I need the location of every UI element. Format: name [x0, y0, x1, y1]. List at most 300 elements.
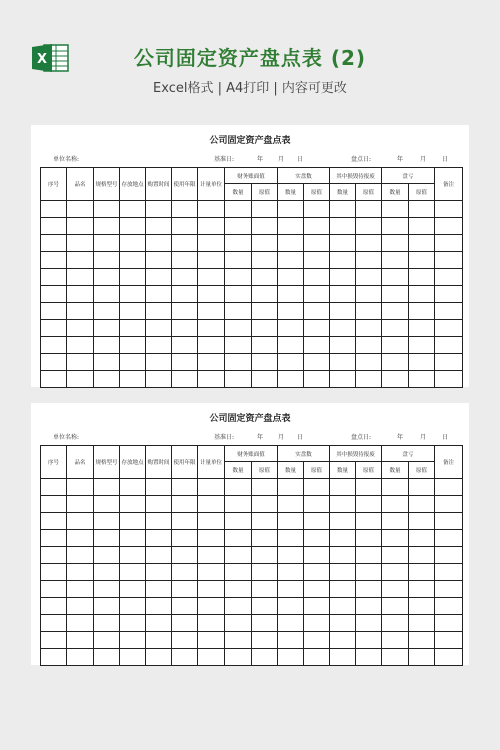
table-cell — [67, 564, 94, 581]
table-cell — [356, 371, 382, 388]
table-cell — [409, 337, 435, 354]
table-cell — [67, 320, 94, 337]
base-year: 年 — [257, 434, 264, 441]
table-cell — [41, 286, 67, 303]
table-cell — [435, 547, 463, 564]
table-cell — [94, 371, 120, 388]
table-cell — [382, 252, 409, 269]
table-cell — [356, 479, 382, 496]
table-cell — [120, 598, 146, 615]
sheet-title: 公司固定资产盘点表 — [209, 414, 291, 424]
table-cell — [225, 649, 252, 666]
table-cell — [225, 269, 252, 286]
table-cell — [225, 354, 252, 371]
table-cell — [198, 303, 225, 320]
page-subtitle: Excel格式 | A4打印 | 内容可更改 — [153, 81, 347, 96]
table-cell — [382, 598, 409, 615]
table-cell — [67, 354, 94, 371]
count-date-label: 盘点日: — [351, 434, 372, 441]
unit-name-label: 单位名称: — [53, 434, 80, 441]
col-actual: 实盘数 — [278, 168, 330, 184]
table-cell — [146, 530, 172, 547]
table-cell — [225, 530, 252, 547]
table-cell — [146, 479, 172, 496]
table-cell — [172, 286, 198, 303]
table-cell — [435, 598, 463, 615]
table-cell — [435, 581, 463, 598]
table-cell — [225, 201, 252, 218]
table-row — [41, 547, 463, 564]
table-cell — [67, 235, 94, 252]
col-remark: 备注 — [435, 446, 463, 479]
table-cell — [278, 201, 304, 218]
table-cell — [409, 354, 435, 371]
table-cell — [435, 286, 463, 303]
table-cell — [172, 218, 198, 235]
table-cell — [41, 252, 67, 269]
table-cell — [67, 513, 94, 530]
table-cell — [120, 496, 146, 513]
table-cell — [252, 547, 278, 564]
table-cell — [330, 303, 356, 320]
table-cell — [304, 218, 330, 235]
table-row — [41, 598, 463, 615]
table-cell — [94, 252, 120, 269]
table-cell — [225, 252, 252, 269]
table-cell — [225, 632, 252, 649]
table-cell — [356, 581, 382, 598]
col-remark: 备注 — [435, 168, 463, 201]
table-cell — [252, 252, 278, 269]
col-location: 存放地点 — [120, 168, 146, 201]
count-year: 年 — [397, 434, 404, 441]
table-cell — [146, 649, 172, 666]
table-cell — [172, 371, 198, 388]
table-cell — [198, 479, 225, 496]
table-cell — [225, 615, 252, 632]
table-cell — [435, 303, 463, 320]
table-cell — [172, 581, 198, 598]
table-cell — [94, 354, 120, 371]
table-cell — [225, 286, 252, 303]
table-cell — [330, 201, 356, 218]
table-cell — [304, 303, 330, 320]
table-cell — [304, 530, 330, 547]
table-cell — [252, 303, 278, 320]
table-cell — [146, 235, 172, 252]
col-orig-value: 原值 — [304, 184, 330, 201]
table-row — [41, 269, 463, 286]
table-cell — [198, 252, 225, 269]
table-cell — [304, 581, 330, 598]
table-cell — [382, 547, 409, 564]
table-cell — [120, 252, 146, 269]
table-cell — [330, 252, 356, 269]
col-qty: 数量 — [382, 184, 409, 201]
table-cell — [198, 286, 225, 303]
col-orig-value: 原值 — [252, 184, 278, 201]
table-cell — [120, 479, 146, 496]
table-cell — [382, 201, 409, 218]
table-cell — [330, 547, 356, 564]
table-row — [41, 303, 463, 320]
table-cell — [330, 598, 356, 615]
sheet-preview-2 — [31, 403, 469, 665]
table-cell — [278, 269, 304, 286]
table-cell — [409, 235, 435, 252]
table-cell — [356, 632, 382, 649]
table-cell — [278, 581, 304, 598]
table-cell — [67, 598, 94, 615]
table-cell — [409, 269, 435, 286]
table-cell — [94, 632, 120, 649]
table-cell — [252, 201, 278, 218]
unit-name-label: 单位名称: — [53, 156, 80, 163]
table-cell — [356, 513, 382, 530]
col-qty: 数量 — [225, 184, 252, 201]
table-cell — [41, 371, 67, 388]
table-cell — [435, 513, 463, 530]
table-cell — [120, 530, 146, 547]
table-cell — [356, 547, 382, 564]
table-cell — [41, 513, 67, 530]
col-orig-value: 原值 — [356, 462, 382, 479]
table-cell — [172, 303, 198, 320]
table-cell — [330, 286, 356, 303]
table-cell — [252, 269, 278, 286]
table-cell — [435, 252, 463, 269]
table-cell — [278, 496, 304, 513]
table-cell — [172, 201, 198, 218]
table-cell — [330, 581, 356, 598]
table-cell — [252, 632, 278, 649]
table-cell — [356, 320, 382, 337]
table-cell — [409, 615, 435, 632]
table-cell — [172, 547, 198, 564]
table-cell — [409, 547, 435, 564]
table-cell — [252, 320, 278, 337]
table-cell — [330, 269, 356, 286]
table-cell — [172, 354, 198, 371]
table-cell — [41, 581, 67, 598]
table-cell — [120, 371, 146, 388]
count-day: 日 — [442, 434, 449, 441]
col-orig-value: 原值 — [304, 462, 330, 479]
table-cell — [278, 354, 304, 371]
table-cell — [198, 354, 225, 371]
col-orig-value: 原值 — [252, 462, 278, 479]
table-cell — [94, 218, 120, 235]
table-cell — [252, 354, 278, 371]
table-cell — [304, 354, 330, 371]
table-cell — [435, 530, 463, 547]
table-cell — [67, 615, 94, 632]
table-cell — [252, 615, 278, 632]
table-cell — [94, 479, 120, 496]
table-cell — [225, 337, 252, 354]
table-cell — [330, 354, 356, 371]
table-cell — [120, 320, 146, 337]
table-cell — [278, 286, 304, 303]
table-cell — [278, 303, 304, 320]
table-cell — [278, 371, 304, 388]
count-year: 年 — [397, 156, 404, 163]
table-cell — [172, 649, 198, 666]
table-cell — [67, 286, 94, 303]
table-cell — [304, 513, 330, 530]
table-cell — [304, 632, 330, 649]
col-name: 品名 — [67, 168, 94, 201]
col-damaged: 其中损毁待报废 — [330, 168, 382, 184]
col-book-value: 财务账面值 — [225, 168, 278, 184]
table-cell — [252, 479, 278, 496]
table-cell — [146, 286, 172, 303]
table-cell — [225, 371, 252, 388]
table-cell — [409, 530, 435, 547]
table-row — [41, 581, 463, 598]
col-orig-value: 原值 — [409, 184, 435, 201]
table-cell — [225, 581, 252, 598]
table-cell — [146, 496, 172, 513]
table-cell — [252, 564, 278, 581]
table-cell — [198, 564, 225, 581]
table-cell — [120, 649, 146, 666]
table-cell — [382, 218, 409, 235]
table-cell — [198, 235, 225, 252]
table-cell — [382, 235, 409, 252]
table-cell — [409, 479, 435, 496]
table-row — [41, 632, 463, 649]
table-cell — [382, 479, 409, 496]
col-purchase-date: 购置时间 — [146, 446, 172, 479]
table-cell — [435, 632, 463, 649]
table-cell — [146, 564, 172, 581]
table-cell — [435, 615, 463, 632]
table-cell — [382, 354, 409, 371]
col-useful-life: 使用年限 — [172, 446, 198, 479]
table-cell — [198, 496, 225, 513]
base-month: 月 — [278, 156, 285, 163]
col-orig-value: 原值 — [356, 184, 382, 201]
table-cell — [198, 218, 225, 235]
table-cell — [198, 632, 225, 649]
table-cell — [304, 479, 330, 496]
table-cell — [41, 337, 67, 354]
table-cell — [41, 354, 67, 371]
col-loss: 盘亏 — [382, 168, 435, 184]
table-cell — [172, 513, 198, 530]
table-cell — [172, 530, 198, 547]
table-cell — [120, 218, 146, 235]
table-cell — [278, 218, 304, 235]
table-cell — [94, 201, 120, 218]
table-cell — [41, 632, 67, 649]
table-cell — [435, 564, 463, 581]
table-cell — [41, 269, 67, 286]
col-qty: 数量 — [278, 184, 304, 201]
table-cell — [94, 286, 120, 303]
table-cell — [67, 269, 94, 286]
excel-logo-letter: X — [36, 52, 48, 67]
table-cell — [435, 337, 463, 354]
table-cell — [41, 615, 67, 632]
table-cell — [435, 371, 463, 388]
table-cell — [304, 252, 330, 269]
table-cell — [252, 286, 278, 303]
table-cell — [120, 269, 146, 286]
table-cell — [146, 252, 172, 269]
table-cell — [409, 649, 435, 666]
table-cell — [146, 632, 172, 649]
table-cell — [304, 320, 330, 337]
table-cell — [409, 513, 435, 530]
table-cell — [67, 371, 94, 388]
table-cell — [41, 649, 67, 666]
table-cell — [356, 496, 382, 513]
sheet-title: 公司固定资产盘点表 — [209, 136, 291, 146]
table-cell — [330, 218, 356, 235]
table-cell — [146, 547, 172, 564]
table-cell — [41, 201, 67, 218]
table-cell — [356, 286, 382, 303]
table-cell — [94, 320, 120, 337]
table-cell — [356, 649, 382, 666]
table-cell — [41, 564, 67, 581]
table-cell — [67, 632, 94, 649]
table-cell — [409, 496, 435, 513]
table-cell — [304, 286, 330, 303]
table-row — [41, 218, 463, 235]
page-title: 公司固定资产盘点表 (2) — [133, 46, 367, 70]
col-qty: 数量 — [278, 462, 304, 479]
table-cell — [409, 286, 435, 303]
table-cell — [356, 303, 382, 320]
table-row — [41, 354, 463, 371]
table-cell — [146, 513, 172, 530]
table-cell — [94, 513, 120, 530]
table-cell — [278, 320, 304, 337]
col-seq: 序号 — [41, 168, 67, 201]
table-cell — [67, 201, 94, 218]
table-cell — [41, 320, 67, 337]
table-cell — [146, 269, 172, 286]
table-cell — [172, 337, 198, 354]
table-row — [41, 564, 463, 581]
table-cell — [382, 564, 409, 581]
table-cell — [356, 530, 382, 547]
table-cell — [356, 218, 382, 235]
col-model: 规格型号 — [94, 168, 120, 201]
table-cell — [382, 269, 409, 286]
count-day: 日 — [442, 156, 449, 163]
table-cell — [330, 649, 356, 666]
table-cell — [304, 269, 330, 286]
table-cell — [435, 218, 463, 235]
table-cell — [409, 632, 435, 649]
table-row — [41, 252, 463, 269]
table-cell — [278, 479, 304, 496]
table-row — [41, 615, 463, 632]
col-qty: 数量 — [330, 184, 356, 201]
table-row — [41, 649, 463, 666]
table-cell — [435, 479, 463, 496]
table-cell — [146, 337, 172, 354]
table-cell — [94, 303, 120, 320]
table-row — [41, 371, 463, 388]
table-cell — [409, 218, 435, 235]
table-cell — [435, 320, 463, 337]
table-cell — [198, 581, 225, 598]
table-cell — [94, 598, 120, 615]
count-month: 月 — [420, 434, 427, 441]
table-cell — [382, 649, 409, 666]
table-cell — [41, 479, 67, 496]
table-cell — [304, 371, 330, 388]
table-cell — [120, 615, 146, 632]
table-cell — [356, 615, 382, 632]
table-cell — [278, 252, 304, 269]
table-row — [41, 286, 463, 303]
table-row — [41, 479, 463, 496]
table-cell — [225, 303, 252, 320]
table-cell — [41, 598, 67, 615]
table-cell — [94, 581, 120, 598]
table-cell — [94, 564, 120, 581]
table-cell — [252, 513, 278, 530]
table-cell — [67, 581, 94, 598]
table-cell — [278, 632, 304, 649]
table-cell — [252, 371, 278, 388]
table-cell — [172, 235, 198, 252]
table-cell — [356, 201, 382, 218]
col-loss: 盘亏 — [382, 446, 435, 462]
base-date-label: 基准日: — [214, 156, 235, 163]
table-row — [41, 337, 463, 354]
table-cell — [304, 564, 330, 581]
table-cell — [252, 581, 278, 598]
table-row — [41, 201, 463, 218]
table-cell — [382, 496, 409, 513]
base-day: 日 — [297, 156, 304, 163]
col-book-value: 财务账面值 — [225, 446, 278, 462]
table-cell — [172, 252, 198, 269]
col-useful-life: 使用年限 — [172, 168, 198, 201]
table-cell — [67, 303, 94, 320]
table-cell — [225, 496, 252, 513]
count-date-label: 盘点日: — [351, 156, 372, 163]
table-cell — [304, 598, 330, 615]
table-cell — [330, 632, 356, 649]
table-cell — [146, 371, 172, 388]
table-cell — [120, 337, 146, 354]
table-cell — [225, 513, 252, 530]
base-day: 日 — [297, 434, 304, 441]
table-cell — [252, 649, 278, 666]
table-cell — [382, 513, 409, 530]
col-qty: 数量 — [225, 462, 252, 479]
table-cell — [172, 598, 198, 615]
table-cell — [146, 201, 172, 218]
col-location: 存放地点 — [120, 446, 146, 479]
table-cell — [409, 320, 435, 337]
table-cell — [172, 632, 198, 649]
table-cell — [67, 530, 94, 547]
table-row — [41, 320, 463, 337]
table-cell — [198, 513, 225, 530]
col-damaged: 其中损毁待报废 — [330, 446, 382, 462]
table-cell — [146, 354, 172, 371]
table-cell — [120, 303, 146, 320]
